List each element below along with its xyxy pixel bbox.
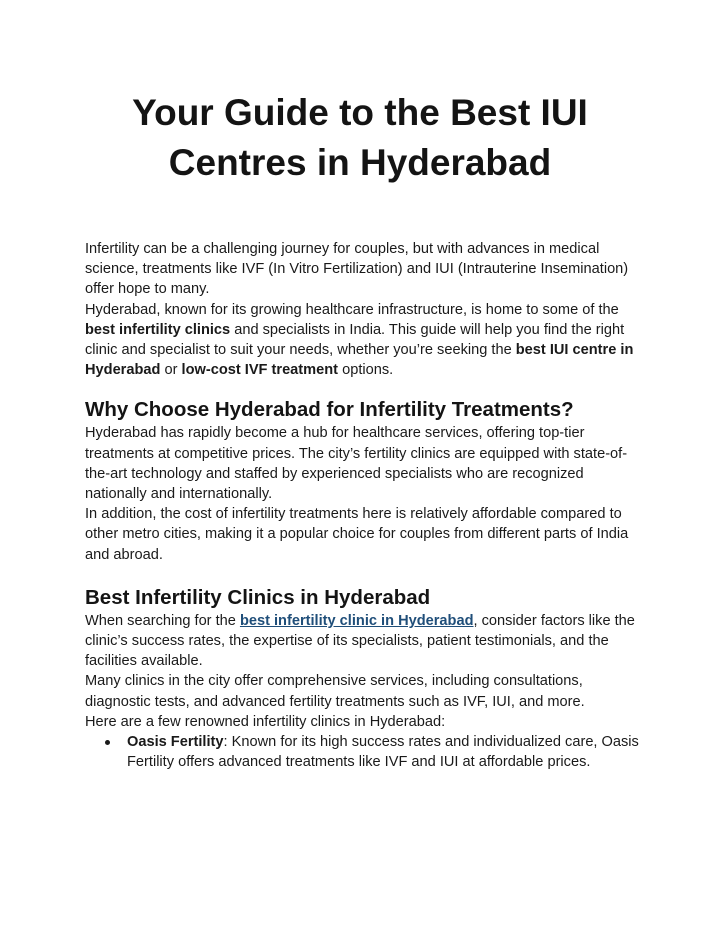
clinic-list — [85, 732, 645, 772]
bold-term-best-infertility-clinics: best infertility clinics — [85, 321, 231, 338]
intro-paragraph-2 — [85, 300, 645, 381]
best-paragraph-2: Many clinics in the city offer comprehensive services, including consultations, diagnostic tests, and advanced fertility treatments such as IVF, IUI, and more. — [85, 673, 585, 710]
best-paragraph-1 — [85, 611, 645, 672]
heading-best-infertility-clinics: Best Infertility Clinics in Hyderabad — [85, 585, 431, 609]
document-body — [85, 239, 645, 772]
bold-term-best-iui-centre: best IUI centre in Hyderabad — [85, 342, 634, 379]
title-line-2: Centres in Hyderabad — [168, 142, 552, 183]
title-line-1: Your Guide to the Best IUI — [132, 92, 588, 133]
intro-text: Hyderabad, known for its growing healthcare infrastructure, is home to some of the — [85, 301, 619, 318]
bullet-icon — [105, 740, 110, 745]
why-paragraph-1: Hyderabad has rapidly become a hub for healthcare services, offering top-tier treatments at competitive prices. The city’s fertility clinics are equipped with state-of-the-art technology and staffed by experienced specialists who are recognized nationally and internationally. — [85, 425, 628, 503]
bold-term-low-cost-ivf: low-cost IVF treatment — [181, 362, 339, 379]
best-infertility-clinic-link[interactable]: best infertility clinic in Hyderabad — [239, 612, 474, 629]
page-title — [60, 88, 660, 188]
intro-text: or — [160, 362, 182, 379]
best-text: , consider factors like the clinic’s success rates, the expertise of its specialists, patient testimonials, and the facilities available. — [85, 612, 635, 670]
intro-text: options. — [338, 362, 394, 379]
clinic-description: : Known for its high success rates and individualized care, Oasis Fertility offers advanced treatments like IVF and IUI at affordable prices. — [127, 734, 639, 771]
intro-paragraph-1: Infertility can be a challenging journey for couples, but with advances in medical science, treatments like IVF (In Vitro Fertilization) and IUI (Intrauterine Insemination) offer hope to many. — [85, 241, 629, 298]
why-paragraph-2: In addition, the cost of infertility treatments here is relatively affordable compared to other metro cities, making it a popular choice for couples from different parts of India and abroad. — [85, 506, 629, 563]
clinic-name: Oasis Fertility — [127, 734, 224, 751]
heading-why-choose-hyderabad: Why Choose Hyderabad for Infertility Treatments? — [85, 398, 574, 422]
best-text: When searching for the — [85, 612, 240, 629]
intro-text: and specialists in India. This guide will help you find the right clinic and specialist to suit your needs, whether you’re seeking the — [85, 321, 625, 359]
list-item — [85, 732, 645, 772]
best-paragraph-3: Here are a few renowned infertility clinics in Hyderabad: — [85, 713, 446, 730]
